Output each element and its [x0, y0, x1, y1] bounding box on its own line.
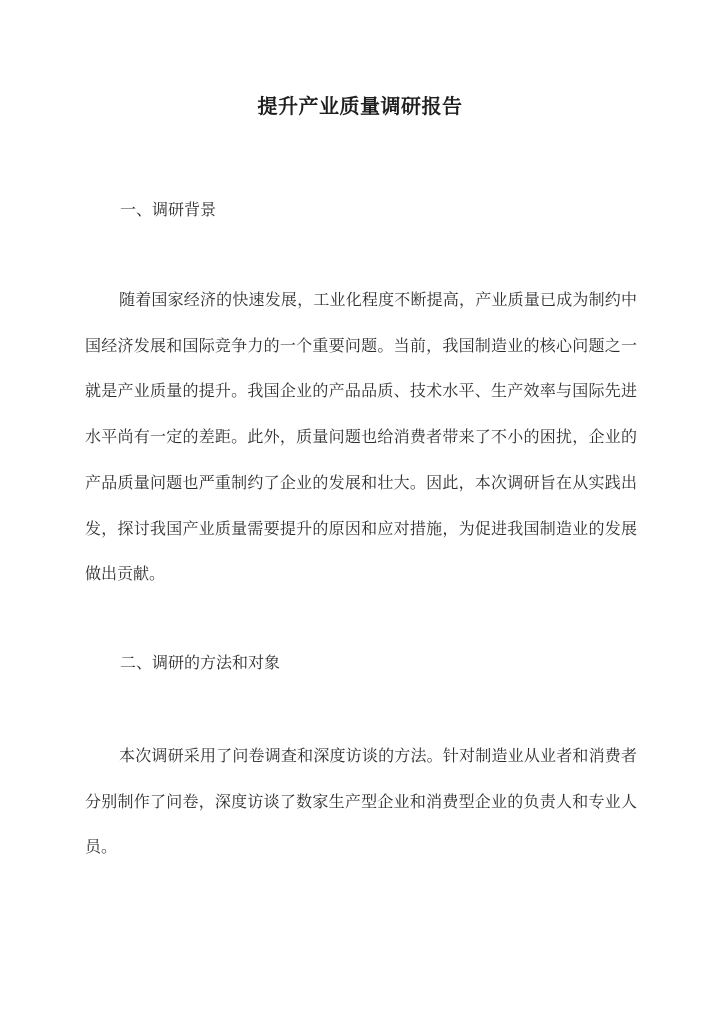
section-heading-methods: 二、调研的方法和对象: [120, 653, 281, 672]
section-paragraph-background: 随着国家经济的快速发展，工业化程度不断提高，产业质量已成为制约中国经济发展和国际竞争力的一个重要问题。当前，我国制造业的核心问题之一就是产业质量的提升。我国企业的产品品质、技术水平、生产效率与国际先进水平尚有一定的差距。此外，质量问题也给消费者带来了不小的困扰，企业的产品质量问题也严重制约了企业的发展和壮大。因此，本次调研旨在从实践出发，探讨我国产业质量需要提升的原因和应对措施，为促进我国制造业的发展做出贡献。: [85, 290, 637, 584]
section-paragraph-methods: 本次调研采用了问卷调查和深度访谈的方法。针对制造业从业者和消费者分别制作了问卷，深度访谈了数家生产型企业和消费型企业的负责人和专业人员。: [85, 746, 637, 857]
document-title: 提升产业质量调研报告: [257, 94, 463, 118]
section-heading-background: 一、调研背景: [120, 200, 217, 219]
